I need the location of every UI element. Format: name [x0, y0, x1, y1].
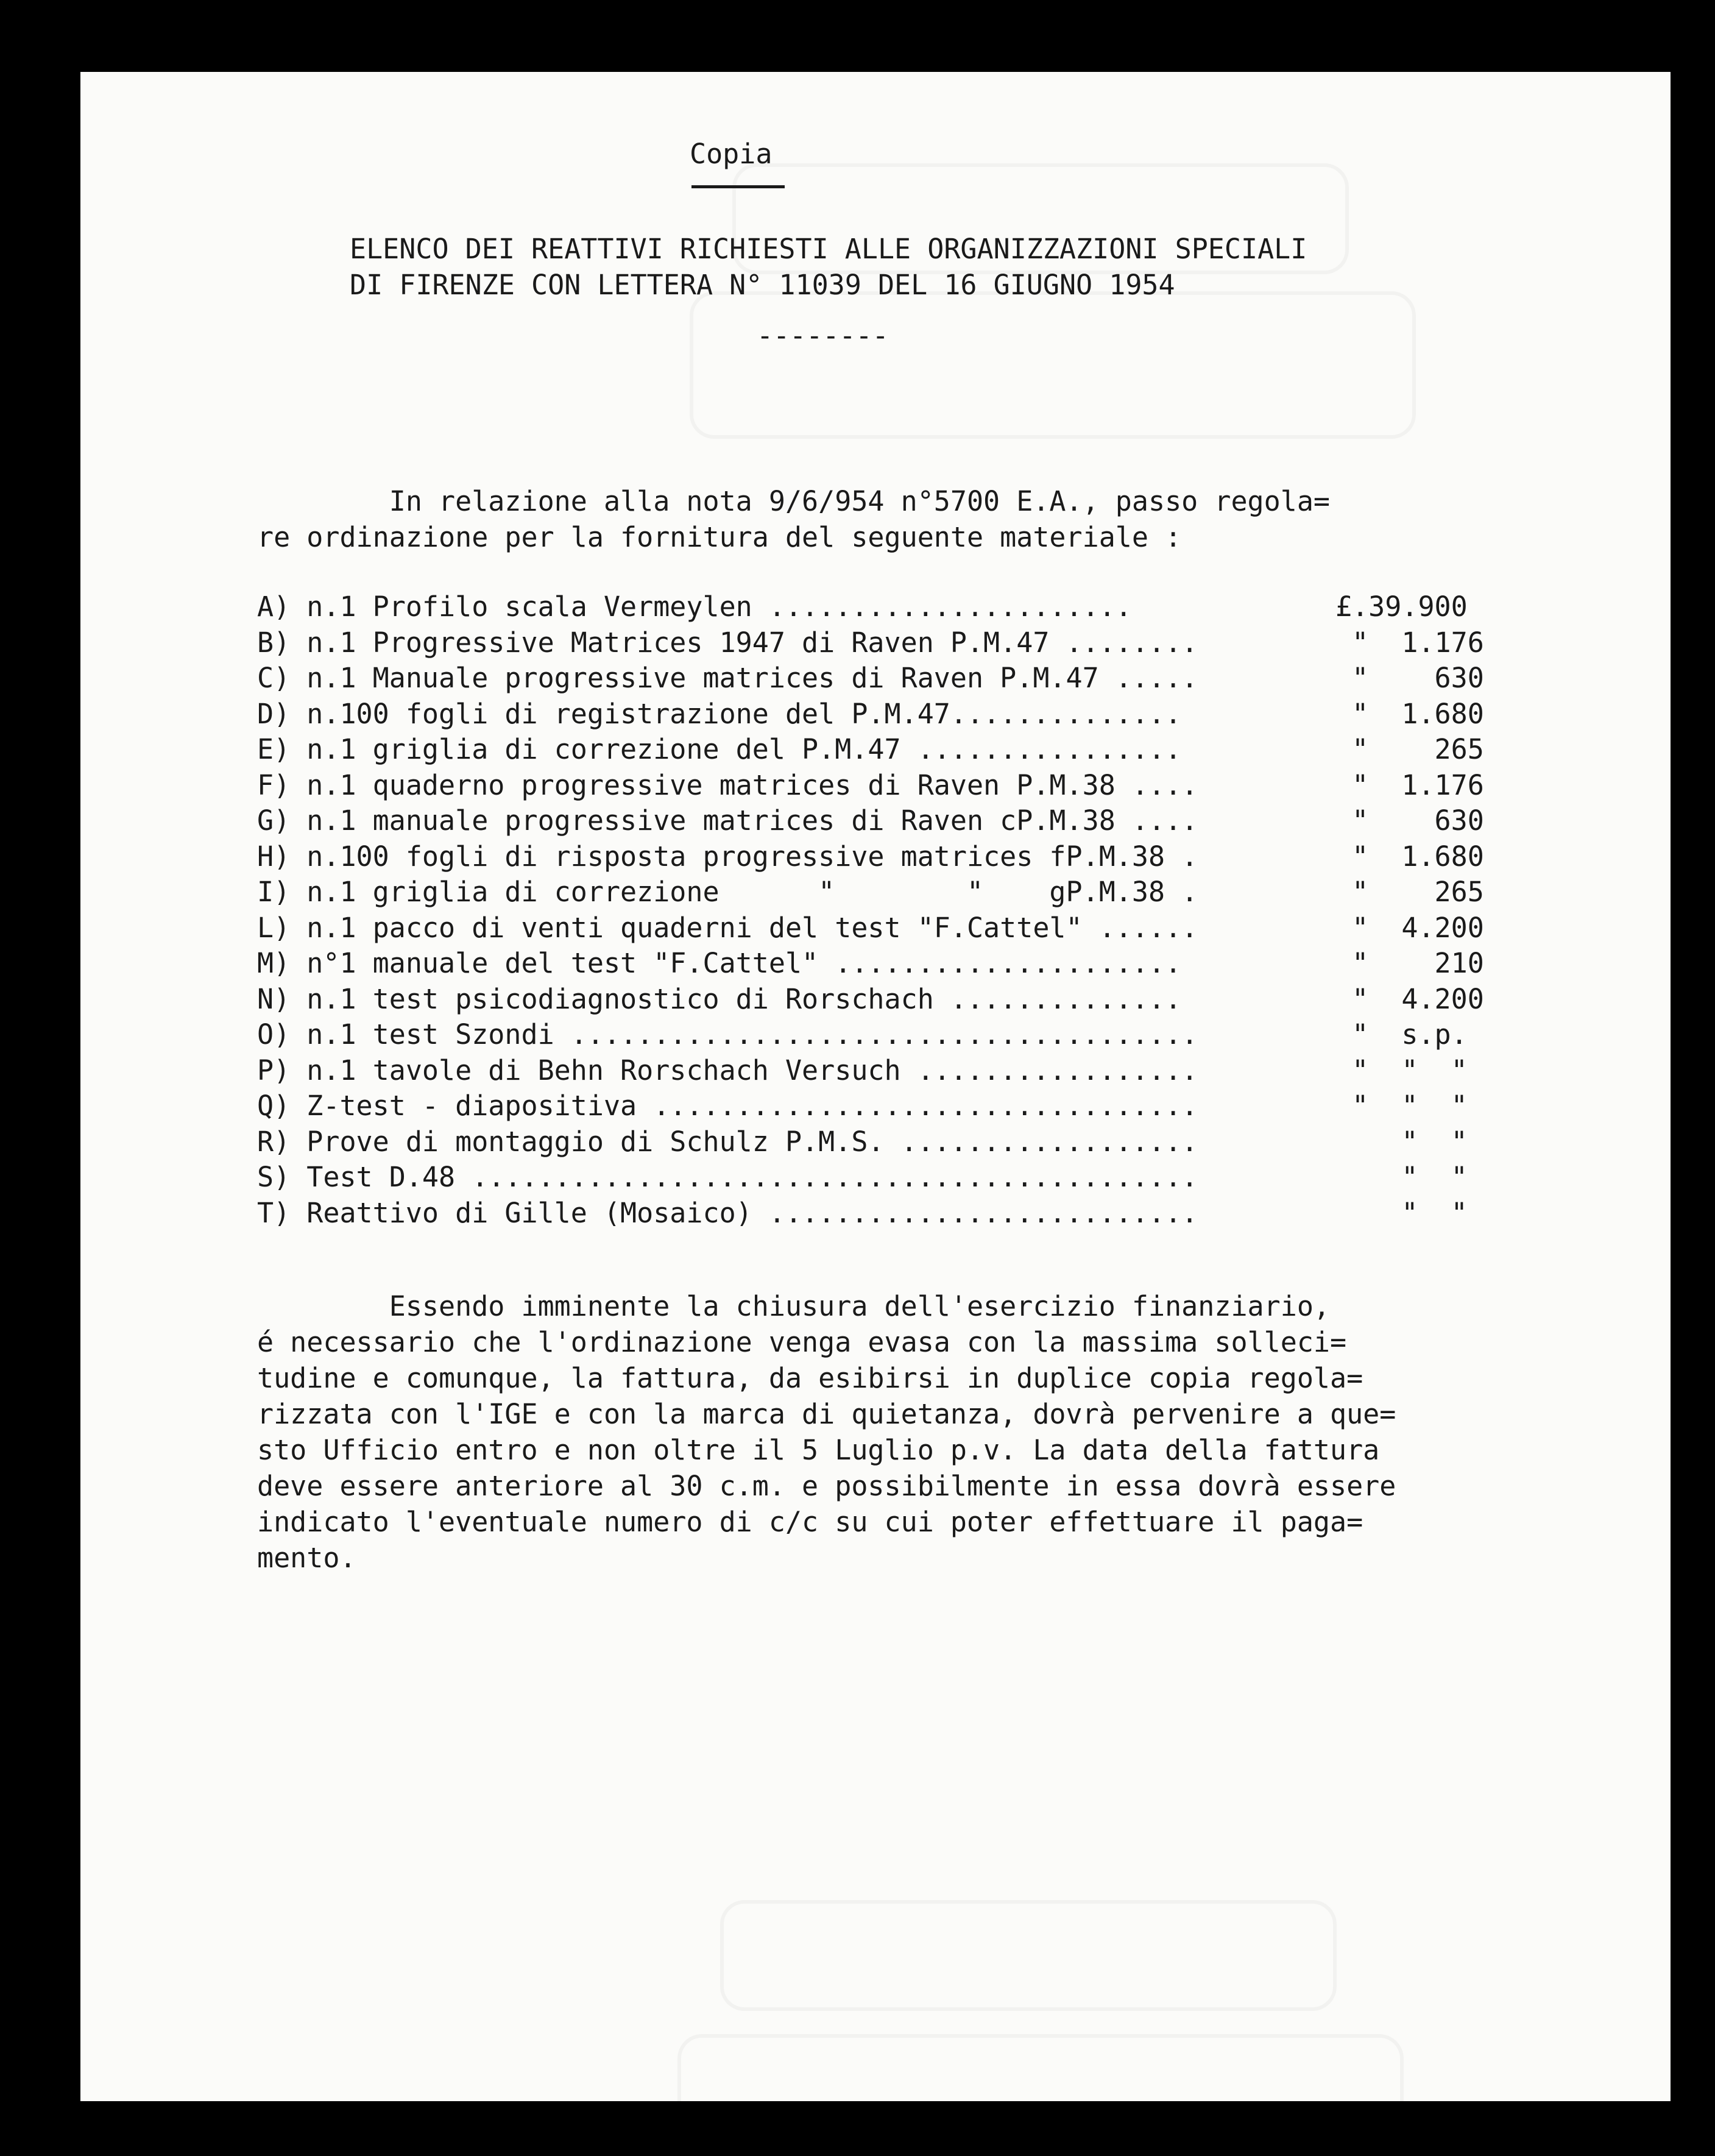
list-item: [257, 911, 1597, 949]
list-item: [257, 840, 1597, 878]
item-price: " 265: [1335, 733, 1484, 765]
item-description: T) Reattivo di Gille (Mosaico) ..........................: [257, 1196, 1198, 1229]
item-description: H) n.100 fogli di risposta progressive matrices fP.M.38 .: [257, 840, 1198, 873]
item-description: N) n.1 test psicodiagnostico di Rorschach ..............: [257, 982, 1182, 1015]
item-description: E) n.1 griglia di correzione del P.M.47 ................: [257, 733, 1182, 765]
item-price: " 630: [1335, 804, 1484, 837]
item-price: " 4.200: [1335, 982, 1484, 1015]
closing-line: tudine e comunque, la fattura, da esibirsi in duplice copia regola=: [257, 1362, 1363, 1394]
list-item: [257, 1125, 1597, 1163]
item-price: " " ": [1335, 1054, 1468, 1087]
item-description: R) Prove di montaggio di Schulz P.M.S. ..................: [257, 1125, 1198, 1158]
item-description: B) n.1 Progressive Matrices 1947 di Raven P.M.47 ........: [257, 626, 1198, 659]
item-description: C) n.1 Manuale progressive matrices di Raven P.M.47 .....: [257, 662, 1198, 694]
list-item: [257, 1163, 1597, 1199]
document-title: Copia: [690, 138, 773, 170]
item-description: M) n°1 manuale del test "F.Cattel" .....................: [257, 947, 1182, 979]
item-price: " " ": [1335, 1090, 1468, 1122]
item-price: " 4.200: [1335, 911, 1484, 944]
closing-line: sto Ufficio entro e non oltre il 5 Luglio p.v. La data della fattura: [257, 1434, 1380, 1466]
list-item: [257, 590, 1597, 628]
closing-line: indicato l'eventuale numero di c/c su cui poter effettuare il paga=: [257, 1506, 1363, 1538]
item-description: P) n.1 tavole di Behn Rorschach Versuch .................: [257, 1054, 1198, 1087]
item-price: " 265: [1335, 876, 1484, 908]
item-price: " ": [1335, 1196, 1468, 1229]
item-description: O) n.1 test Szondi ......................................: [257, 1018, 1198, 1051]
item-price: " 210: [1335, 947, 1484, 979]
list-item: [257, 1018, 1597, 1056]
watermark-shape-top-2: [690, 291, 1416, 439]
list-item: [257, 982, 1597, 1021]
list-item: [257, 626, 1597, 664]
watermark-shape-bottom: [720, 1900, 1337, 2011]
list-item: [257, 878, 1597, 913]
item-price: " ": [1335, 1125, 1468, 1158]
item-description: F) n.1 quaderno progressive matrices di Raven P.M.38 ....: [257, 768, 1198, 801]
item-price: " 1.680: [1335, 840, 1484, 873]
item-description: S) Test D.48 ............................................: [257, 1161, 1198, 1193]
item-price: " 1.176: [1335, 626, 1484, 659]
item-price: " ": [1335, 1161, 1468, 1193]
item-description: I) n.1 griglia di correzione " " gP.M.38 .: [257, 876, 1198, 908]
heading-line-1: ELENCO DEI REATTIVI RICHIESTI ALLE ORGANIZZAZIONI SPECIALI: [350, 233, 1307, 265]
list-item: [257, 1196, 1597, 1235]
item-price: £.39.900: [1335, 590, 1468, 623]
paper-sheet: [80, 72, 1671, 2101]
watermark-shape-bottom-2: [677, 2034, 1404, 2101]
closing-line: rizzata con l'IGE e con la marca di quietanza, dovrà pervenire a que=: [257, 1398, 1396, 1430]
closing-line: deve essere anteriore al 30 c.m. e possibilmente in essa dovrà essere: [257, 1470, 1396, 1502]
item-price: " 1.176: [1335, 768, 1484, 801]
closing-line: Essendo imminente la chiusura dell'esercizio finanziario,: [257, 1290, 1330, 1322]
list-item: [257, 804, 1597, 842]
list-item: [257, 697, 1597, 736]
item-description: G) n.1 manuale progressive matrices di Raven cP.M.38 ....: [257, 804, 1198, 837]
closing-line: mento.: [257, 1542, 356, 1574]
list-item: [257, 768, 1597, 807]
separator: --------: [757, 319, 889, 352]
intro-line: re ordinazione per la fornitura del seguente materiale :: [257, 521, 1182, 553]
title-underline: [691, 185, 785, 188]
item-description: A) n.1 Profilo scala Vermeylen ......................: [257, 590, 1132, 623]
item-price: " s.p.: [1335, 1018, 1468, 1051]
heading-line-2: DI FIRENZE CON LETTERA N° 11039 DEL 16 GIUGNO 1954: [350, 269, 1175, 301]
list-item: [257, 664, 1597, 700]
item-description: L) n.1 pacco di venti quaderni del test "F.Cattel" ......: [257, 911, 1198, 944]
list-item: [257, 1054, 1597, 1092]
list-item: [257, 949, 1597, 985]
item-price: " 1.680: [1335, 697, 1484, 730]
closing-line: é necessario che l'ordinazione venga evasa con la massima solleci=: [257, 1326, 1347, 1358]
item-description: Q) Z-test - diapositiva .................................: [257, 1090, 1198, 1122]
list-item: [257, 733, 1597, 771]
item-price: " 630: [1335, 662, 1484, 694]
item-description: D) n.100 fogli di registrazione del P.M.47..............: [257, 697, 1182, 730]
list-item: [257, 1092, 1597, 1127]
intro-line: In relazione alla nota 9/6/954 n°5700 E.A., passo regola=: [257, 485, 1330, 517]
